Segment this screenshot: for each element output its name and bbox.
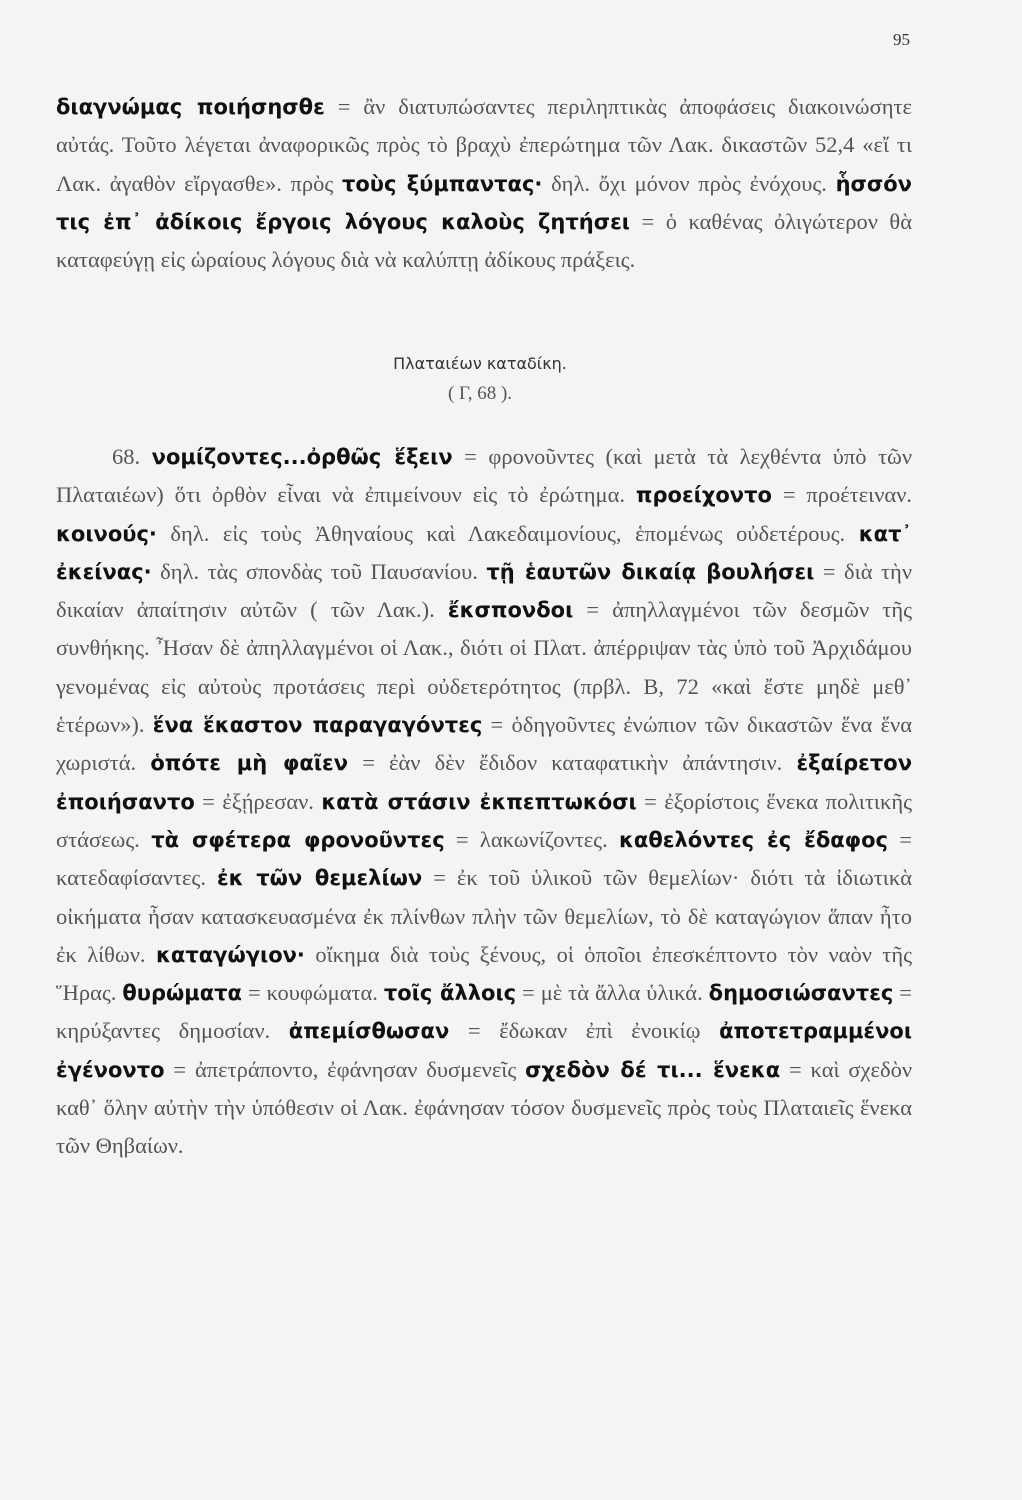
gloss-text: = ἀπετράποντο, ἐφάνησαν δυσμενεῖς xyxy=(164,1056,526,1082)
lemma-term: ἔκσπονδοι xyxy=(447,598,574,623)
lemma-term: σχεδὸν δέ τι... ἕνεκα xyxy=(525,1057,781,1082)
gloss-text: = κηρύξαντες δημοσίαν. xyxy=(56,980,912,1044)
lemma-term: ἕνα ἕκαστον παραγαγόντες xyxy=(152,713,483,738)
gloss-text: = ἂν διατυπώσαντες περιληπτικὰς ἀποφάσεις διακοινώσητε αὐτάς. Τοῦτο λέγεται ἀναφορικῶς πρὸς τὸ βραχὺ ἐπερώτημα τῶν Λακ. δικαστῶν 52,4 «εἴ τι Λακ. ἀγαθὸν εἴργασθε». πρὸς xyxy=(56,94,912,196)
lemma-term: ἀποτετραμμένοι ἐγένοντο xyxy=(56,1019,913,1082)
gloss-text: = καὶ σχεδὸν καθ᾿ ὅλην αὐτὴν τὴν ὑπόθεσιν οἱ Λακ. ἐφάνησαν τόσον δυσμενεῖς πρὸς τοὺς Πλαταιεῖς ἕνεκα τῶν Θηβαίων. xyxy=(56,1056,912,1159)
gloss-text: = ὁδηγοῦντες ἐνώπιον τῶν δικαστῶν ἕνα ἕνα χωριστά. xyxy=(56,712,912,776)
gloss-text: 68. xyxy=(112,444,152,469)
lemma-term: θυρώματα xyxy=(122,981,242,1006)
page-number: 95 xyxy=(893,30,910,49)
lemma-term: διαγνώμας ποιήσησθε xyxy=(56,95,325,119)
paragraph-commentary-1 xyxy=(56,88,912,279)
gloss-text: = ἀπηλλαγμένοι τῶν δεσμῶν τῆς συνθήκης. Ἦσαν δὲ ἀπηλλαγμένοι οἱ Λακ., διότι οἱ Πλατ. ἀπέρριψαν τὰς ὑπὸ τοῦ Ἀρχιδάμου γενομένας εἰς αὐτοὺς προτάσεις περὶ οὐδετερότητος (πρβλ. Β, 72 «καὶ ἔστε μηδὲ μεθ᾿ ἑτέρων»). xyxy=(56,597,912,738)
section-heading: Πλαταιέων καταδίκη. xyxy=(393,354,567,373)
lemma-term: νομίζοντες...ὀρθῶς ἕξειν xyxy=(151,445,453,469)
gloss-text: = ἐξορίστοις ἕνεκα πολιτικῆς στάσεως. xyxy=(56,788,913,852)
gloss-text: δηλ. εἰς τοὺς Ἀθηναίους καὶ Λακεδαιμονίους, ἑπομένως οὐδετέρους. xyxy=(156,520,859,546)
lemma-term: ἧσσόν τις ἐπ᾿ ἀδίκοις ἔργοις λόγους καλοὺς ζητήσει xyxy=(56,171,912,234)
lemma-term: τοῖς ἄλλοις xyxy=(383,981,517,1006)
lemma-term: κατ᾿ ἐκείνας· xyxy=(56,521,912,584)
lemma-term: ἐκ τῶν θεμελίων xyxy=(216,866,423,891)
section-reference: ( Γ, 68 ). xyxy=(447,383,513,404)
lemma-term: κοινούς· xyxy=(56,521,157,546)
gloss-text: οἴκημα διὰ τοὺς ξένους, οἱ ὁποῖοι ἐπεσκέπτοντο τὸν ναὸν τῆς Ἥρας. xyxy=(56,941,913,1006)
gloss-text: = φρονοῦντες (καὶ μετὰ τὰ λεχθέντα ὑπὸ τῶν Πλαταιέων) ὅτι ὀρθὸν εἶναι νὰ ἐπιμείνουν εἰς τὸ ἐρώτημα. xyxy=(56,444,912,508)
lemma-term: τὰ σφέτερα φρονοῦντες xyxy=(151,827,445,852)
gloss-text: δηλ. ὄχι μόνον πρὸς ἐνόχους. xyxy=(542,170,836,196)
gloss-text: = μὲ τὰ ἄλλα ὑλικά. xyxy=(516,980,709,1006)
lemma-term: κατὰ στάσιν ἐκπεπτωκόσι xyxy=(321,789,637,814)
gloss-text: = κατεδαφίσαντες. xyxy=(56,826,912,891)
lemma-term: τῇ ἑαυτῶν δικαίᾳ βουλήσει xyxy=(486,559,815,584)
gloss-text: = ἐὰν δὲν ἔδιδον καταφατικὴν ἀπάντησιν. xyxy=(348,750,797,776)
gloss-text: = ἐξῄρεσαν. xyxy=(194,788,322,814)
lemma-term: τοὺς ξύμπαντας· xyxy=(341,171,543,196)
lemma-term: ἀπεμίσθωσαν xyxy=(288,1019,450,1044)
gloss-text: = προέτειναν. xyxy=(771,482,912,508)
lemma-term: ὁπότε μὴ φαῖεν xyxy=(150,751,349,776)
gloss-text: = ἐκ τοῦ ὑλικοῦ τῶν θεμελίων· διότι τὰ ἰδιωτικὰ οἰκήματα ἦσαν κατασκευασμένα ἐκ πλίνθων πλὴν τῶν θεμελίων, τὸ δὲ καταγώγιον ἅπαν ἦτο ἐκ λίθων. xyxy=(56,865,912,967)
paragraph-commentary-2 xyxy=(56,438,912,1166)
lemma-term: ἐξαίρετον ἐποιήσαντο xyxy=(56,751,912,814)
lemma-term: δημοσιώσαντες xyxy=(708,981,894,1006)
lemma-term: καταγώγιον· xyxy=(155,942,305,967)
lemma-term: προείχοντο xyxy=(635,483,772,508)
gloss-text: = κουφώματα. xyxy=(241,980,384,1006)
lemma-term: καθελόντες ἐς ἔδαφος xyxy=(619,827,888,852)
gloss-text: = ἔδωκαν ἐπὶ ἐνοικίῳ xyxy=(449,1018,720,1044)
gloss-text: = διὰ τὴν δικαίαν ἀπαίτησιν αὐτῶν ( τῶν Λακ.). xyxy=(56,558,912,623)
gloss-text: = λακωνίζοντες. xyxy=(444,826,620,852)
gloss-text: δηλ. τὰς σπονδὰς τοῦ Παυσανίου. xyxy=(151,558,487,584)
gloss-text: = ὁ καθένας ὀλιγώτερον θὰ καταφεύγῃ εἰς ὡραίους λόγους διὰ νὰ καλύπτῃ ἀδίκους πράξεις. xyxy=(56,208,912,273)
